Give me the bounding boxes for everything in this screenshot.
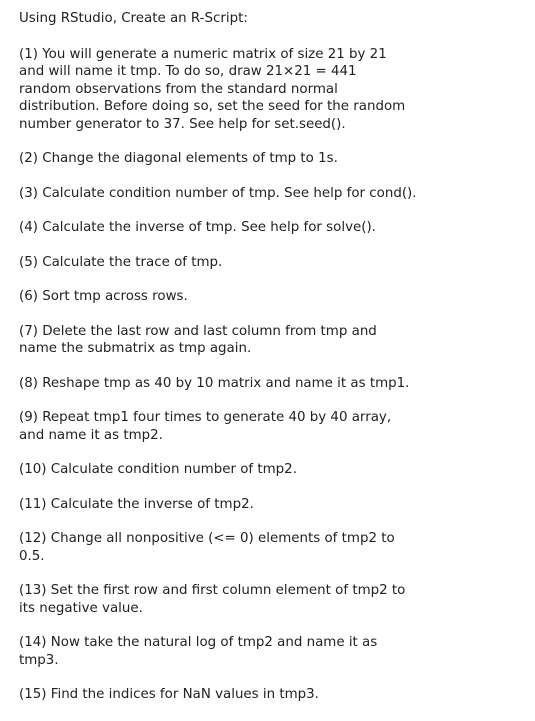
instruction-item-6: (6) Sort tmp across rows. <box>19 289 188 304</box>
instruction-item-1: (1) You will generate a numeric matrix of size 21 by 21 and will name it tmp. To do so, draw 21×21 = 441 random observations from the standard normal distribution. Before doing so, set the seed for the random number generator to 37. See help for set.seed(). <box>19 46 406 132</box>
instruction-item-5: (5) Calculate the trace of tmp. <box>19 254 223 270</box>
instruction-item-12: (12) Change all nonpositive (<= 0) elements of tmp2 to 0.5. <box>19 531 395 564</box>
document-title: Using RStudio, Create an R-Script: <box>19 11 248 26</box>
instruction-item-14: (14) Now take the natural log of tmp2 and name it as tmp3. <box>19 635 378 668</box>
instruction-item-10: (10) Calculate condition number of tmp2. <box>19 462 297 477</box>
instruction-item-11: (11) Calculate the inverse of tmp2. <box>19 496 254 512</box>
assignment-document <box>19 10 419 721</box>
instruction-item-3: (3) Calculate condition number of tmp. See help for cond(). <box>19 185 417 201</box>
instruction-item-8: (8) Reshape tmp as 40 by 10 matrix and name it as tmp1. <box>19 375 410 391</box>
instruction-item-2: (2) Change the diagonal elements of tmp to 1s. <box>19 151 338 166</box>
instruction-item-4: (4) Calculate the inverse of tmp. See help for solve(). <box>19 220 376 235</box>
instruction-item-13: (13) Set the first row and first column element of tmp2 to its negative value. <box>19 583 406 616</box>
instruction-item-15: (15) Find the indices for NaN values in tmp3. <box>19 687 319 702</box>
instruction-item-7: (7) Delete the last row and last column from tmp and name the submatrix as tmp again. <box>19 323 377 356</box>
instruction-item-9: (9) Repeat tmp1 four times to generate 40 by 40 array, and name it as tmp2. <box>19 410 392 443</box>
